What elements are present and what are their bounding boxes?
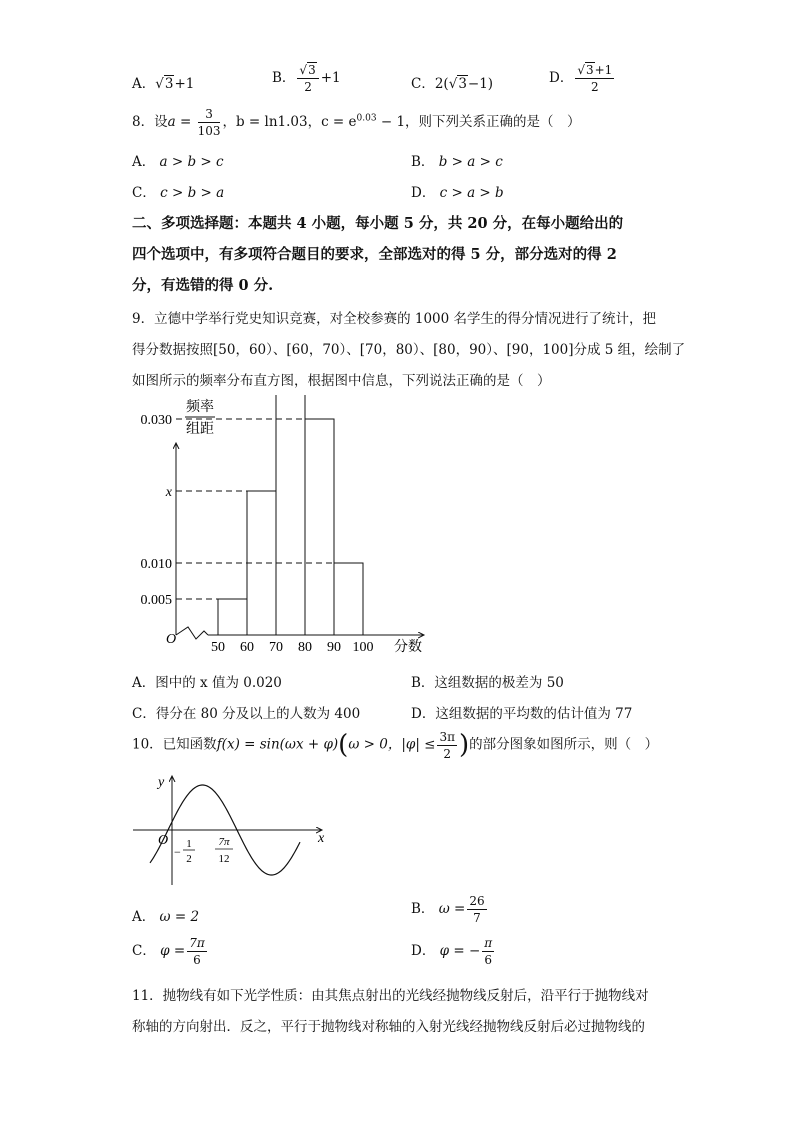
fraction: $\frac{√3+1}{2}$ bbox=[577, 63, 613, 94]
origin-label: O bbox=[158, 833, 169, 848]
radicand: 3 bbox=[585, 63, 594, 77]
q9-line3: 如图所示的频率分布直方图，根据图中信息，下列说法正确的是（ ） bbox=[132, 373, 551, 389]
fraction bbox=[198, 108, 221, 137]
q7-option-a bbox=[132, 72, 194, 92]
option-text: b > a > c bbox=[438, 154, 503, 170]
fraction bbox=[482, 937, 494, 966]
option-var: ω = bbox=[438, 901, 466, 917]
option-label: A． bbox=[132, 909, 156, 925]
tick2-denominator: 12 bbox=[218, 853, 230, 865]
radicand: 3 bbox=[164, 76, 174, 92]
option-expr: 2(√ bbox=[434, 76, 458, 92]
option-label: C． bbox=[132, 706, 156, 722]
q8-option-b bbox=[411, 150, 503, 170]
option-label: D． bbox=[411, 706, 436, 722]
fraction bbox=[467, 895, 486, 924]
q10-option-d bbox=[411, 937, 496, 966]
y-tick-label: 0.030 bbox=[140, 413, 172, 428]
numerator: 7π bbox=[189, 936, 205, 950]
section2-line1: 二、多项选择题：本题共 4 小题，每小题 5 分，共 20 分，在每小题给出的 bbox=[132, 215, 624, 232]
q9-option-b bbox=[411, 671, 564, 691]
tick1-sign: − bbox=[174, 845, 181, 859]
x-tick-label: 70 bbox=[269, 640, 283, 655]
origin-label: O bbox=[166, 632, 177, 647]
c-tail: − 1，则下列关系正确的是（ ） bbox=[376, 114, 581, 130]
option-text: c > b > a bbox=[160, 185, 225, 201]
denominator: 2 bbox=[591, 80, 599, 94]
q10-option-b bbox=[411, 895, 489, 924]
numerator: π bbox=[484, 936, 493, 950]
radicand: 3 bbox=[308, 63, 316, 77]
c-expr: c = e bbox=[321, 114, 357, 130]
option-text: a > b > c bbox=[159, 154, 224, 170]
option-label: D． bbox=[411, 943, 436, 959]
option-label: B． bbox=[411, 154, 435, 170]
x-tick-label: 60 bbox=[240, 640, 254, 655]
x-tick-label: 80 bbox=[298, 640, 312, 655]
exponent: 0.03 bbox=[356, 113, 377, 124]
ylabel-numerator: 频率 bbox=[186, 400, 214, 415]
variable-a: a bbox=[167, 114, 176, 130]
b-expr: ，b = ln1.03， bbox=[222, 114, 322, 130]
histogram-bar bbox=[276, 395, 305, 635]
q8-option-c bbox=[132, 181, 224, 201]
q8-stem: 8．设a = $\frac{3}{103}$ ，b = ln1.03，$c = e^{0.03} - 1$，则下列关系正确的是（ ） bbox=[132, 107, 581, 138]
numerator: 26 bbox=[469, 894, 485, 908]
numerator: 3 bbox=[198, 108, 221, 123]
sine-graph bbox=[0, 770, 794, 895]
option-text: 这组数据的平均数的估计值为 77 bbox=[435, 706, 633, 722]
option-text: ω = 2 bbox=[159, 909, 200, 925]
option-text: c > a > b bbox=[439, 185, 504, 201]
q11-line2: 称轴的方向射出．反之，平行于抛物线对称轴的入射光线经抛物线反射后必过抛物线的 bbox=[132, 1019, 645, 1035]
option-text: 这组数据的极差为 50 bbox=[434, 675, 564, 691]
option-label: B． bbox=[411, 901, 435, 917]
frequency-histogram bbox=[0, 395, 794, 695]
q7-option-c bbox=[411, 72, 493, 92]
q7-option-b bbox=[272, 64, 341, 93]
sqrt-sign: √ bbox=[155, 76, 164, 92]
histogram-bar bbox=[218, 599, 247, 635]
y-tick-label: 0.005 bbox=[140, 593, 172, 608]
x-tick-label: 100 bbox=[352, 640, 374, 655]
fraction: $\frac{√3}{2}$ bbox=[297, 64, 318, 93]
option-label: A． bbox=[132, 675, 156, 691]
q10-option-a bbox=[132, 905, 199, 925]
ylabel-denominator: 组距 bbox=[186, 422, 214, 437]
fraction bbox=[437, 731, 457, 760]
q9-line1: 9．立德中学举行党史知识竞赛，对全校参赛的 1000 名学生的得分情况进行了统计，把 bbox=[132, 311, 657, 327]
option-label: A． bbox=[132, 76, 156, 92]
numerator-tail: +1 bbox=[594, 63, 613, 77]
q9-option-d bbox=[411, 702, 632, 722]
option-label: C． bbox=[132, 943, 156, 959]
tick1-denominator: 2 bbox=[186, 853, 192, 865]
tick1-numerator: 1 bbox=[186, 838, 192, 850]
denominator: 6 bbox=[193, 953, 201, 967]
option-expr: +1 bbox=[320, 70, 341, 86]
option-var: φ = bbox=[160, 943, 186, 959]
q9-line2: 得分数据按照[50，60）、[60，70）、[70，80）、[80，90）、[90，100]分成 5 组，绘制了 bbox=[132, 342, 686, 358]
stem-suffix: 的部分图象如图所示，则（ ） bbox=[469, 736, 659, 753]
fraction bbox=[187, 937, 207, 966]
y-tick-label: 0.010 bbox=[140, 557, 172, 572]
histogram-bar bbox=[334, 563, 363, 635]
option-label: D． bbox=[411, 185, 436, 201]
q7-option-d bbox=[549, 64, 616, 93]
numerator: 3π bbox=[439, 729, 456, 744]
option-label: C． bbox=[132, 185, 156, 201]
radicand: 3 bbox=[458, 76, 467, 92]
option-text: 得分在 80 分及以上的人数为 400 bbox=[155, 706, 361, 722]
x-axis-label: x bbox=[318, 831, 325, 846]
section2-line3: 分，有选错的得 0 分. bbox=[132, 277, 274, 294]
option-label: B． bbox=[411, 675, 435, 691]
option-expr: −1) bbox=[467, 76, 494, 92]
function-expr: f(x) = sin(ωx + φ) bbox=[216, 736, 339, 753]
option-label: C． bbox=[411, 76, 435, 92]
option-label: B． bbox=[272, 70, 296, 86]
section2-line2: 四个选项中，有多项符合题目的要求，全部选对的得 5 分，部分选对的得 2 bbox=[132, 246, 617, 263]
y-axis-label: y bbox=[158, 775, 165, 790]
denominator: 6 bbox=[484, 953, 493, 967]
denominator: 2 bbox=[304, 80, 312, 94]
y-tick-label: x bbox=[165, 485, 172, 500]
q10-stem: 10．已知函数f(x) = sin(ωx + φ)(ω > 0，|φ| ≤ $\frac{3\pi}{2}$ )的部分图象如图所示，则（ ） bbox=[132, 729, 659, 761]
histogram-bar bbox=[305, 419, 334, 635]
axis-break bbox=[176, 627, 208, 639]
denominator: 2 bbox=[443, 746, 452, 761]
tick2-numerator: 7π bbox=[218, 836, 230, 848]
condition: ω > 0，|φ| ≤ bbox=[348, 736, 436, 753]
option-label: D． bbox=[549, 70, 574, 86]
q11-line1: 11．抛物线有如下光学性质：由其焦点射出的光线经抛物线反射后，沿平行于抛物线对 bbox=[132, 988, 649, 1004]
option-expr: +1 bbox=[174, 76, 195, 92]
question-number: 10．已知函数 bbox=[132, 736, 217, 753]
x-tick-label: 50 bbox=[211, 640, 225, 655]
x-tick-label: 90 bbox=[327, 640, 341, 655]
question-number: 8．设 bbox=[132, 114, 168, 130]
q8-option-d bbox=[411, 181, 504, 201]
option-label: A． bbox=[132, 154, 156, 170]
denominator: 103 bbox=[197, 124, 221, 138]
q9-option-a bbox=[132, 671, 282, 691]
option-var: φ = − bbox=[439, 943, 481, 959]
q10-option-c bbox=[132, 937, 209, 966]
q9-option-c bbox=[132, 702, 360, 722]
q8-option-a bbox=[132, 150, 224, 170]
x-axis-label: 分数 bbox=[394, 640, 422, 655]
denominator: 7 bbox=[473, 911, 481, 925]
option-text: 图中的 x 值为 0.020 bbox=[155, 675, 282, 691]
